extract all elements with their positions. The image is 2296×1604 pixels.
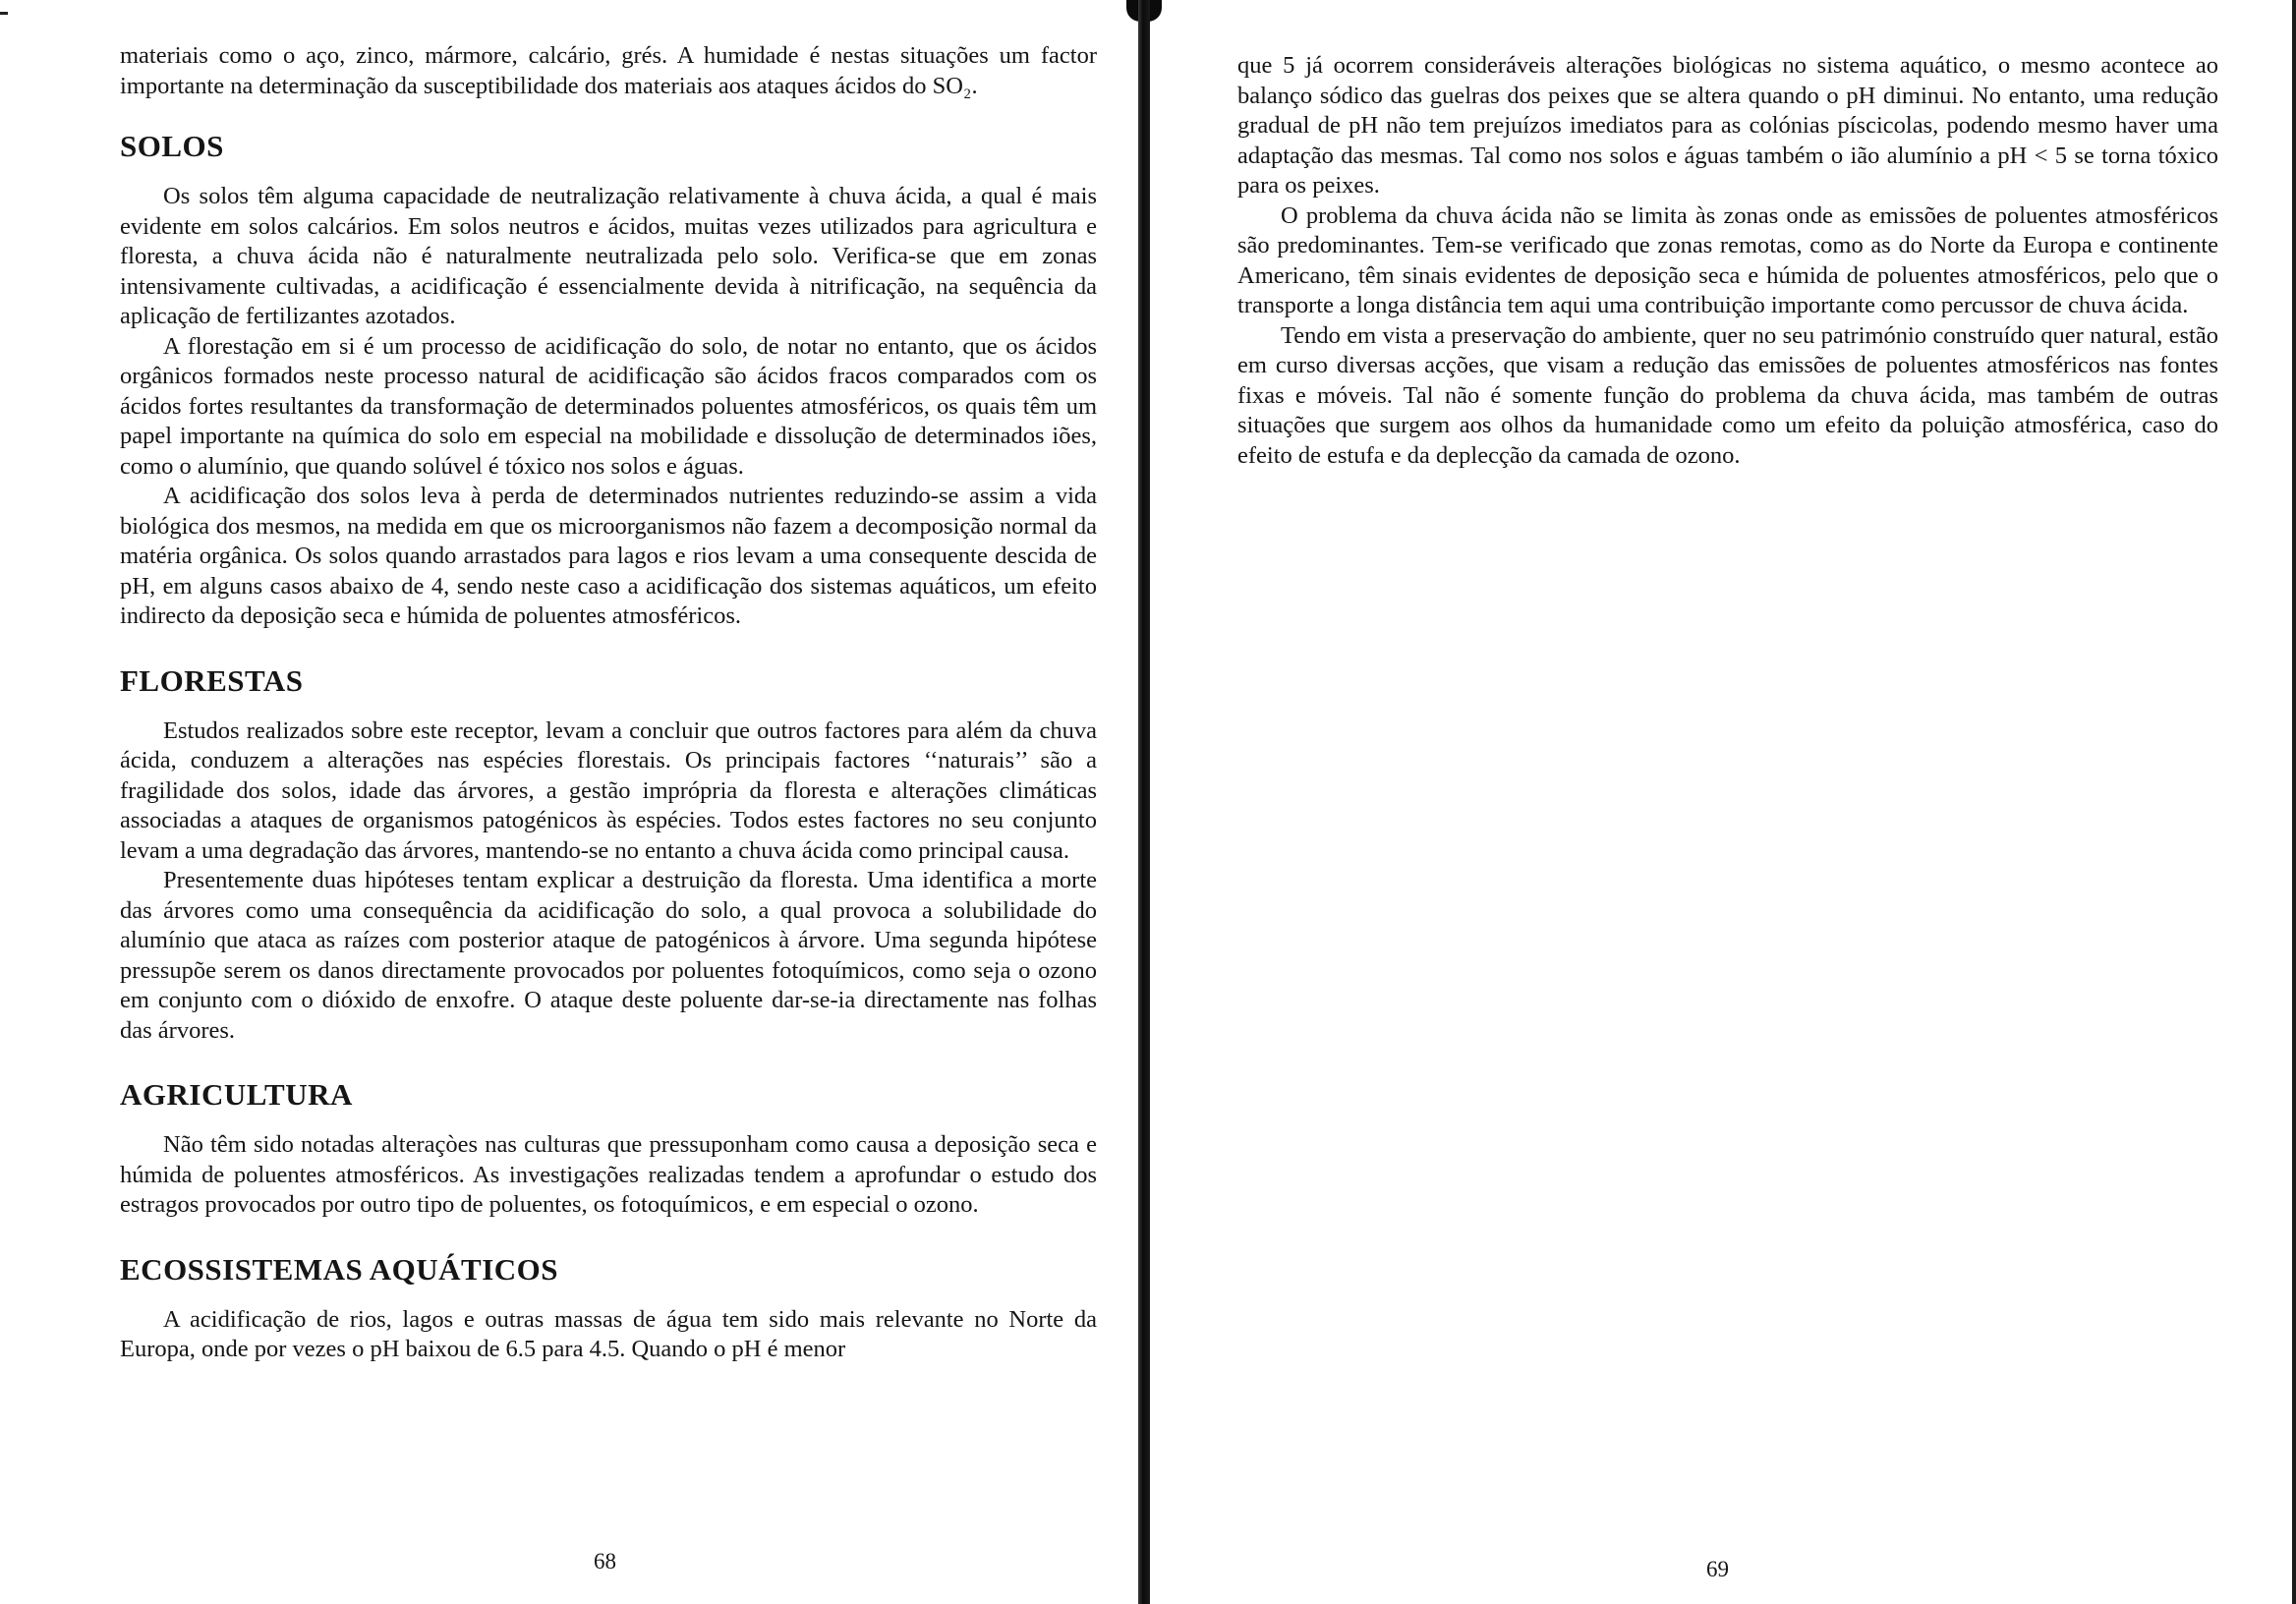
section-heading-ecossistemas: ECOSSISTEMAS AQUÁTICOS	[120, 1251, 558, 1287]
section-heading-florestas: FLORESTAS	[120, 662, 304, 698]
florestas-paragraph-1: Estudos realizados sobre este receptor, levam a concluir que outros factores para além da chuva ácida, conduzem a alterações nas espécies florestais. Os principais factores ‘‘naturais’’ são a fragilidade dos solos, idade das árvores, a gestão imprópria da floresta e alterações climáticas associadas a ataques de organismos patogénicos às espécies. Todos estes factores no seu conjunto levam a uma degradação das árvores, mantendo-se no entanto a chuva ácida como principal causa.	[120, 716, 1097, 864]
agricultura-paragraph-1: Não têm sido notadas alteraçòes nas culturas que pressuponham como causa a deposição seca e húmida de poluentes atmosféricos. As investigações realizadas tendem a aprofundar o estudo dos estragos provocados por outro tipo de poluentes, os fotoquímicos, e em especial o ozono.	[120, 1131, 1097, 1218]
page-number-right: 69	[1706, 1557, 1729, 1581]
right-text-column	[1237, 51, 2218, 471]
section-heading-agricultura: AGRICULTURA	[120, 1077, 353, 1112]
left-text-column	[120, 41, 1097, 1365]
page-edge-shadow	[2292, 0, 2296, 1604]
section-heading-solos: SOLOS	[120, 129, 224, 163]
right-paragraph-2: O problema da chuva ácida não se limita às zonas onde as emissões de poluentes atmosféricos são predominantes. Tem-se verificado que zonas remotas, como as do Norte da Europa e continente Americano, têm sinais evidentes de deposição seca e húmida de poluentes atmosféricos, pelo que o transporte a longa distância tem aqui uma contribuição importante como percussor de chuva ácida.	[1237, 201, 2218, 318]
solos-paragraph-3: A acidificação dos solos leva à perda de determinados nutrientes reduzindo-se assim a vida biológica dos mesmos, na medida em que os microorganismos não fazem a decomposição normal da matéria orgânica. Os solos quando arrastados para lagos e rios levam a uma consequente descida de pH, em alguns casos abaixo de 4, sendo neste caso a acidificação dos sistemas aquáticos, um efeito indirecto da deposição seca e húmida de poluentes atmosféricos.	[120, 483, 1097, 629]
right-page	[1155, 0, 2296, 1604]
right-paragraph-3: Tendo em vista a preservação do ambiente, quer no seu património construído quer natural, estão em curso diversas acções, que visam a redução das emissões de poluentes atmosféricos nas fontes fixas e móveis. Tal não é somente função do problema da chuva ácida, mas também de outras situações que surgem aos olhos da humanidade como um efeito da poluição atmosférica, caso do efeito de estufa e da deplecção da camada de ozono.	[1237, 321, 2218, 469]
solos-paragraph-1: Os solos têm alguma capacidade de neutralização relativamente à chuva ácida, a qual é mais evidente em solos calcários. Em solos neutros e ácidos, muitas vezes utilizados para agricultura e floresta, a chuva ácida não é naturalmente neutralizada pelo solo. Verifica-se que em zonas intensivamente cultivadas, a acidificação é essencialmente devida à nitrificação, na sequência da aplicação de fertilizantes azotados.	[120, 183, 1097, 329]
florestas-paragraph-2: Presentemente duas hipóteses tentam explicar a destruição da floresta. Uma identifica a morte das árvores como uma consequência da acidificação do solo, a qual provoca a solubilidade do alumínio que ataca as raízes com posterior ataque de patogénicos à árvore. Uma segunda hipótese pressupõe serem os danos directamente provocados por poluentes fotoquímicos, como seja o ozono em conjunto com o dióxido de enxofre. O ataque deste poluente dar-se-ia directamente nas folhas das árvores.	[120, 867, 1097, 1044]
ecossistemas-paragraph-1: A acidificação de rios, lagos e outras massas de água tem sido mais relevante no Norte da Europa, onde por vezes o pH baixou de 6.5 para 4.5. Quando o pH é menor	[120, 1305, 1097, 1362]
intro-paragraph: materiais como o aço, zinco, mármore, calcário, grés. A humidade é nestas situações um factor importante na determinação da susceptibilidade dos materiais aos ataques ácidos do SO₂.	[120, 42, 1097, 99]
book-spine	[1138, 0, 1150, 1604]
left-page	[0, 0, 1145, 1604]
solos-paragraph-2: A florestação em si é um processo de acidificação do solo, de notar no entanto, que os ácidos orgânicos formados neste processo natural de acidificação são ácidos fracos comparados com os ácidos fortes resultantes da transformação de determinados poluentes atmosféricos, os quais têm um papel importante na química do solo em especial na mobilidade e dissolução de determinados iões, como o alumínio, que quando solúvel é tóxico nos solos e águas.	[120, 332, 1097, 480]
right-paragraph-1: que 5 já ocorrem consideráveis alterações biológicas no sistema aquático, o mesmo acontece ao balanço sódico das guelras dos peixes que se altera quando o pH diminui. No entanto, uma redução gradual de pH não tem prejuízos imediatos para as colónias píscicolas, podendo mesmo haver uma adaptação das mesmas. Tal como nos solos e águas também o ião alumínio a pH < 5 se torna tóxico para os peixes.	[1237, 52, 2218, 199]
page-number-left: 68	[594, 1549, 616, 1574]
